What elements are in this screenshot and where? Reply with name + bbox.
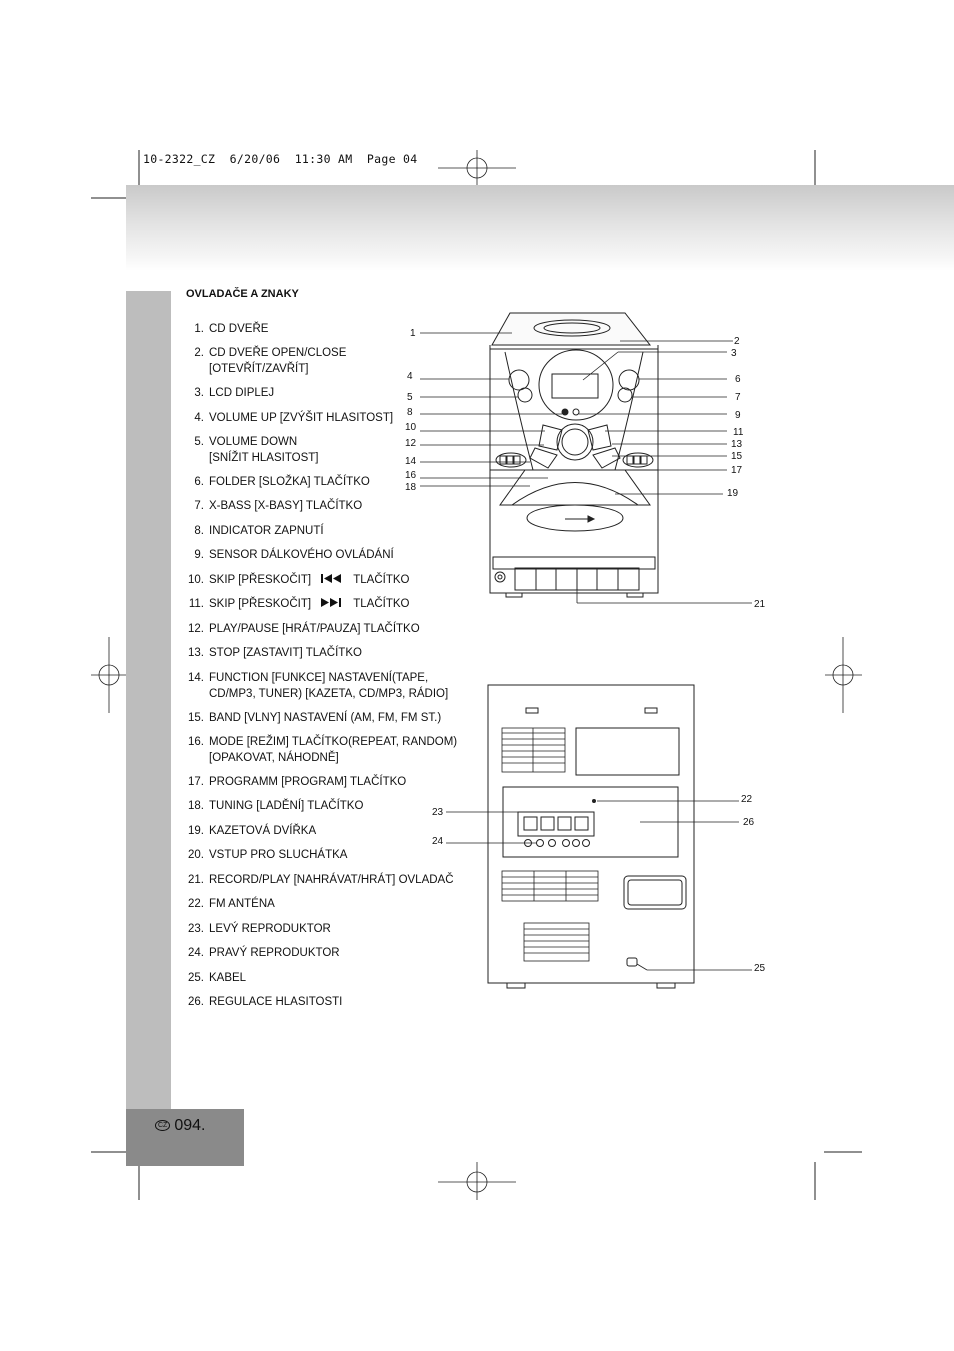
- list-item: 19. KAZETOVÁ DVÍŘKA: [188, 825, 317, 837]
- list-item: 17. PROGRAMM [PROGRAM] TLAČÍTKO: [188, 776, 407, 788]
- list-item: 20. VSTUP PRO SLUCHÁTKA: [188, 849, 348, 861]
- list-item: 16. MODE [REŽIM] TLAČÍTKO(REPEAT, RANDOM) [OPAKOVAT, NÁHODNĚ]: [188, 736, 458, 764]
- crosshair-right: [825, 637, 862, 713]
- list-item: 10. SKIP [PŘESKOČIT] TLAČÍTKO: [188, 574, 410, 586]
- list-item: 26. REGULACE HLASITOSTI: [188, 996, 343, 1008]
- callout-18: 18: [405, 482, 417, 493]
- callout-7: 7: [735, 392, 741, 403]
- callout-17: 17: [731, 465, 743, 476]
- header-band: [126, 185, 954, 271]
- crosshair-bottom: [438, 1162, 516, 1200]
- callout-10: 10: [405, 422, 417, 433]
- callout-14: 14: [405, 456, 417, 467]
- list-item: 3. LCD DIPLEJ: [194, 387, 275, 399]
- callout-3: 3: [731, 348, 737, 359]
- cz-badge: CZ: [155, 1120, 170, 1131]
- list-item: 9. SENSOR DÁLKOVÉHO OVLÁDÁNÍ: [194, 549, 394, 561]
- callout-19: 19: [727, 488, 739, 499]
- side-bar: [126, 291, 171, 1109]
- page-number-text: 094.: [174, 1117, 206, 1134]
- callout-11: 11: [733, 427, 744, 438]
- callout-13: 13: [731, 439, 743, 450]
- list-item: 2. CD DVEŘE OPEN/CLOSE [OTEVŘÍT/ZAVŘÍT]: [194, 347, 347, 375]
- callout-23: 23: [432, 807, 444, 818]
- section-title: OVLADAČE A ZNAKY: [186, 288, 299, 300]
- list-item: 25. KABEL: [188, 972, 247, 984]
- list-item: 23. LEVÝ REPRODUKTOR: [188, 923, 331, 935]
- callout-1: 1: [410, 328, 416, 339]
- list-item: 15. BAND [VLNY] NASTAVENÍ (AM, FM, FM ST.): [188, 712, 442, 724]
- callout-15: 15: [731, 451, 743, 462]
- list-item: 14. FUNCTION [FUNKCE] NASTAVENÍ(TAPE, CD/MP3, TUNER) [KAZETA, CD/MP3, RÁDIO]: [188, 672, 449, 700]
- skip-back-icon: [320, 573, 344, 584]
- page-number: [155, 1117, 205, 1135]
- list-item: 22. FM ANTÉNA: [188, 898, 275, 910]
- list-item: 24. PRAVÝ REPRODUKTOR: [188, 947, 340, 959]
- callout-4: 4: [407, 371, 413, 382]
- list-item: 12. PLAY/PAUSE [HRÁT/PAUZA] TLAČÍTKO: [188, 623, 420, 635]
- front-view-diagram: [400, 305, 780, 610]
- callout-24: 24: [432, 836, 444, 847]
- list-item: 4. VOLUME UP [ZVÝŠIT HLASITOST]: [194, 412, 394, 424]
- list-item: 13. STOP [ZASTAVIT] TLAČÍTKO: [188, 647, 362, 659]
- callout-21: 21: [754, 599, 766, 610]
- back-view-diagram: [420, 680, 780, 990]
- callout-26: 26: [743, 817, 755, 828]
- list-item: 21. RECORD/PLAY [NAHRÁVAT/HRÁT] OVLADAČ: [188, 874, 454, 886]
- callout-16: 16: [405, 470, 417, 481]
- print-header: 10-2322_CZ 6/20/06 11:30 AM Page 04: [143, 152, 418, 166]
- callout-25: 25: [754, 963, 766, 974]
- list-item: 6. FOLDER [SLOŽKA] TLAČÍTKO: [194, 476, 370, 488]
- callout-9: 9: [735, 410, 741, 421]
- callout-8: 8: [407, 407, 413, 418]
- list-item: 18. TUNING [LADĚNÍ] TLAČÍTKO: [188, 800, 364, 812]
- crosshair-top: [438, 150, 516, 188]
- callout-6: 6: [735, 374, 741, 385]
- callout-5: 5: [407, 392, 413, 403]
- list-item: 8. INDICATOR ZAPNUTÍ: [194, 525, 324, 537]
- callout-12: 12: [405, 438, 417, 449]
- list-item: 11. SKIP [PŘESKOČIT] TLAČÍTKO: [188, 598, 410, 610]
- skip-forward-icon: [320, 597, 344, 608]
- list-item: 5. VOLUME DOWN [SNÍŽIT HLASITOST]: [194, 436, 319, 464]
- callout-22: 22: [741, 794, 753, 805]
- crosshair-left: [91, 637, 126, 713]
- list-item: 7. X-BASS [X-BASY] TLAČÍTKO: [194, 500, 363, 512]
- list-item: 1. CD DVEŘE: [194, 323, 269, 335]
- callout-2: 2: [734, 336, 740, 347]
